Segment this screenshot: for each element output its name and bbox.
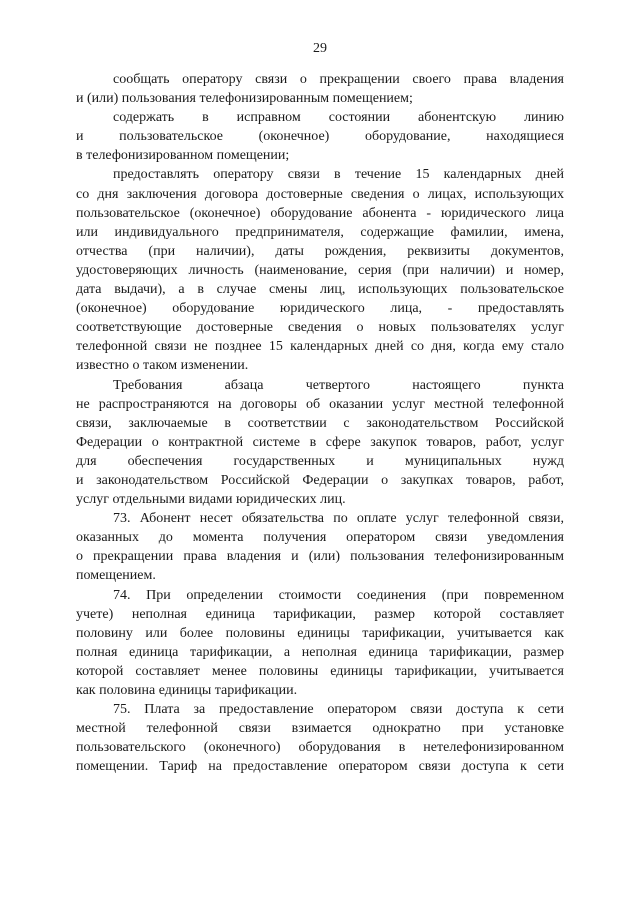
text-line: и (или) пользования телефонизированным помещением; (76, 91, 413, 107)
text-line: со дня заключения договора достоверные сведения о лицах, использующих (76, 186, 564, 202)
text-line: для обеспечения государственных и муниципальных нужд (76, 453, 564, 469)
paragraph (76, 509, 564, 585)
text-line: половину или более половины единицы тарификации, учитывается как (76, 625, 564, 641)
text-line: помещении. Тариф на предоставление оператором связи доступа к сети (76, 759, 564, 775)
text-line: пользовательского (оконечного) оборудования в нетелефонизированном (76, 740, 564, 756)
text-line: отчества (при наличии), даты рождения, реквизиты документов, (76, 243, 564, 259)
paragraph (76, 165, 564, 375)
text-line: услуг отдельными видами юридических лиц. (76, 492, 346, 508)
text-line: оказанных до момента получения оператором связи уведомления (76, 530, 564, 546)
text-line: содержать в исправном состоянии абонентскую линию (113, 110, 564, 126)
document-body (76, 70, 564, 776)
text-line: не распространяются на договоры об оказании услуг местной телефонной (76, 396, 564, 412)
text-line: телефонной связи не позднее 15 календарных дней со дня, когда ему стало (76, 339, 564, 355)
text-line: в телефонизированном помещении; (76, 148, 290, 164)
text-line: (оконечное) оборудование юридического лица, - предоставлять (76, 301, 564, 317)
text-line: удостоверяющих личность (наименование, серия (при наличии) и номер, (76, 262, 564, 278)
paragraph (76, 108, 564, 165)
text-line: и пользовательское (оконечное) оборудование, находящиеся (76, 129, 564, 145)
page-number: 29 (313, 41, 327, 56)
text-line: которой составляет менее половины единицы тарификации, учитывается (76, 663, 564, 679)
text-line: известно о таком изменении. (76, 358, 249, 374)
paragraph (76, 586, 564, 701)
text-line: о прекращении права владения и (или) пользования телефонизированным (76, 549, 564, 565)
text-line: 75. Плата за предоставление оператором связи доступа к сети (113, 702, 564, 718)
text-line: помещением. (76, 568, 156, 584)
text-line: местной телефонной связи взимается однократно при установке (76, 721, 564, 737)
text-line: сообщать оператору связи о прекращении своего права владения (113, 72, 564, 87)
paragraph (76, 376, 564, 510)
text-line: пользовательское (оконечное) оборудование абонента - юридического лица (76, 205, 564, 221)
text-line: как половина единицы тарификации. (76, 683, 298, 698)
text-line: учете) неполная единица тарификации, размер которой составляет (76, 606, 564, 622)
text-line: 73. Абонент несет обязательства по оплате услуг телефонной связи, (113, 511, 564, 527)
text-line: Требования абзаца четвертого настоящего пункта (113, 377, 564, 393)
text-line: 74. При определении стоимости соединения (при повременном (113, 587, 564, 603)
text-line: и законодательством Российской Федерации о закупках товаров, работ, (76, 472, 564, 488)
text-line: соответствующие достоверные сведения о новых пользователях услуг (76, 320, 564, 336)
text-line: предоставлять оператору связи в течение 15 календарных дней (113, 167, 564, 183)
text-line: полная единица тарификации, а неполная единица тарификации, размер (76, 644, 564, 660)
paragraph (76, 70, 564, 108)
text-line: Федерации о контрактной системе в сфере закупок товаров, работ, услуг (76, 434, 564, 450)
text-line: связи, заключаемые в соответствии с законодательством Российской (76, 415, 564, 431)
text-line: дата выдачи), а в случае смены лиц, использующих пользовательское (76, 282, 564, 298)
paragraph (76, 700, 564, 776)
text-line: или индивидуального предпринимателя, содержащие фамилии, имена, (76, 224, 564, 240)
